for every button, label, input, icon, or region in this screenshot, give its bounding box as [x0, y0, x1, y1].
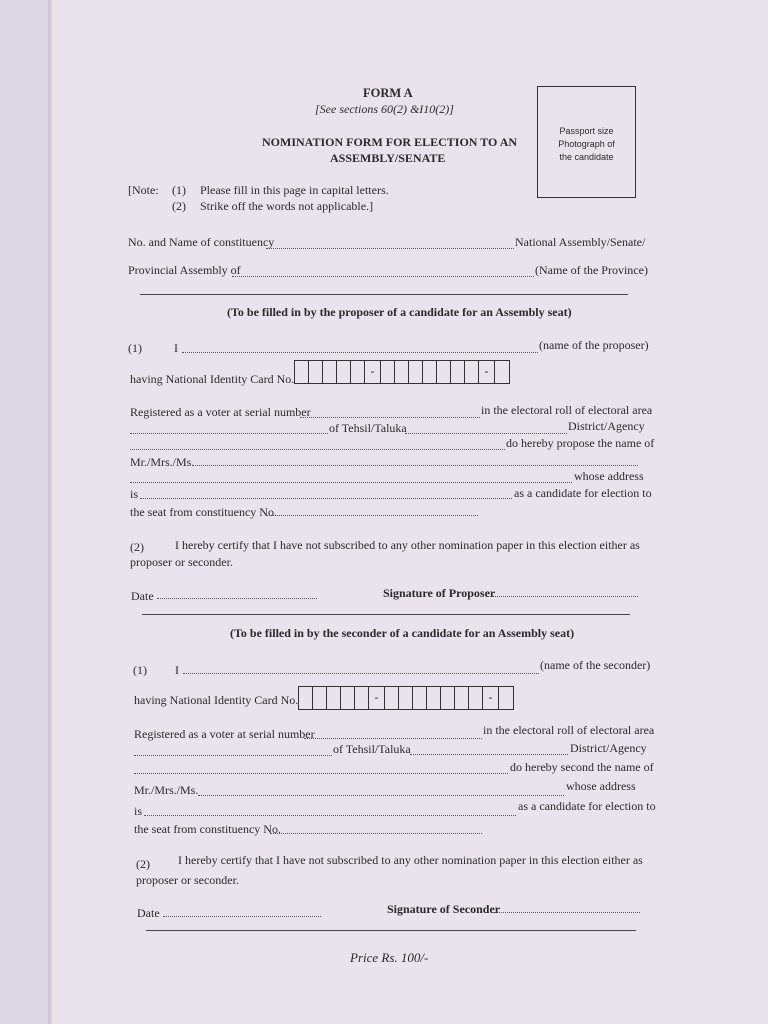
proposer-candidate-name-field[interactable]	[192, 465, 638, 466]
seconder-candidate-name-field[interactable]	[198, 795, 564, 796]
proposer-address-field-2[interactable]	[140, 498, 512, 499]
nic-dash: -	[369, 687, 385, 709]
seconder-seat-field[interactable]	[270, 833, 482, 834]
binding-margin	[0, 0, 50, 1024]
seconder-is-label: is	[134, 804, 143, 818]
proposer-district-label: District/Agency	[568, 419, 645, 433]
proposer-is-label: is	[130, 487, 139, 501]
seconder-tehsil-field[interactable]	[410, 754, 568, 755]
proposer-voter-suffix: in the electoral roll of electoral area	[481, 403, 653, 417]
proposer-signature-label: Signature of Proposer	[383, 586, 496, 600]
seconder-name-field[interactable]	[183, 673, 539, 674]
proposer-date-field[interactable]	[157, 598, 317, 599]
seconder-candidate-label: as a candidate for election to	[518, 799, 656, 813]
nic-dash: -	[365, 361, 381, 383]
proposer-tehsil-label: of Tehsil/Taluka	[329, 421, 407, 435]
seconder-certify-line1: I hereby certify that I have not subscribed to any other nomination paper in this election either as	[178, 853, 643, 867]
form-title: FORM A	[363, 86, 413, 100]
seconder-signature-label: Signature of Seconder	[387, 902, 501, 916]
divider	[142, 614, 630, 615]
note-label: [Note:	[128, 183, 159, 197]
proposer-nic-label: having National Identity Card No.	[130, 372, 295, 386]
note-1-text: Please fill in this page in capital letters.	[200, 183, 389, 197]
proposer-address-field-1[interactable]	[130, 482, 572, 483]
seconder-seat-label: the seat from constituency No.	[134, 822, 281, 836]
proposer-name-suffix: (name of the proposer)	[539, 338, 649, 352]
proposer-signature-field[interactable]	[492, 596, 638, 597]
note-2-text: Strike off the words not applicable.]	[200, 199, 374, 213]
proposer-certify-line1: I hereby certify that I have not subscribed to any other nomination paper in this election either as	[175, 538, 640, 552]
form-heading-line2: ASSEMBLY/SENATE	[330, 151, 446, 165]
constituency-field[interactable]	[266, 248, 514, 249]
province-suffix: (Name of the Province)	[535, 263, 648, 277]
seconder-voter-suffix: in the electoral roll of electoral area	[483, 723, 655, 737]
proposer-i: I	[174, 341, 178, 355]
photo-box-line1: Passport size	[559, 126, 614, 136]
seconder-whose-address: whose address	[566, 779, 636, 793]
seconder-item2-number: (2)	[136, 857, 150, 871]
seconder-voter-label: Registered as a voter at serial number	[134, 727, 315, 741]
form-heading-line1: NOMINATION FORM FOR ELECTION TO AN	[262, 135, 518, 149]
seconder-nic-box[interactable]	[298, 686, 514, 710]
proposer-whose-address: whose address	[574, 469, 644, 483]
seconder-serial-field[interactable]	[304, 738, 482, 739]
proposer-tehsil-field[interactable]	[405, 433, 567, 434]
form-subtitle: [See sections 60(2) &I10(2)]	[315, 102, 454, 116]
constituency-suffix: National Assembly/Senate/	[515, 235, 646, 249]
proposer-item1-number: (1)	[128, 341, 142, 355]
photo-box[interactable]	[537, 86, 636, 198]
price-label: Price Rs. 100/-	[350, 950, 429, 965]
seconder-address-field[interactable]	[144, 815, 516, 816]
proposer-seat-label: the seat from constituency No.	[130, 505, 277, 519]
proposer-serial-field[interactable]	[300, 417, 480, 418]
proposer-section-title: (To be filled in by the proposer of a candidate for an Assembly seat)	[227, 305, 572, 319]
proposer-nic-box[interactable]	[294, 360, 510, 384]
proposer-seat-field[interactable]	[266, 515, 478, 516]
seconder-district-field[interactable]	[134, 773, 508, 774]
seconder-mr-label: Mr./Mrs./Ms.	[134, 783, 199, 797]
proposer-district-field[interactable]	[130, 449, 505, 450]
proposer-date-label: Date	[131, 589, 154, 603]
seconder-date-field[interactable]	[163, 916, 321, 917]
proposer-mr-label: Mr./Mrs./Ms.	[130, 455, 195, 469]
proposer-certify-line2: proposer or seconder.	[130, 555, 233, 569]
seconder-district-label: District/Agency	[570, 741, 647, 755]
photo-box-line3: the candidate	[559, 152, 614, 162]
proposer-candidate-label: as a candidate for election to	[514, 486, 652, 500]
seconder-item1-number: (1)	[133, 663, 147, 677]
proposer-voter-label: Registered as a voter at serial number	[130, 405, 311, 419]
proposer-item2-number: (2)	[130, 540, 144, 554]
divider	[146, 930, 636, 931]
seconder-i: I	[175, 663, 179, 677]
note-1-number: (1)	[172, 183, 186, 197]
seconder-signature-field[interactable]	[494, 912, 640, 913]
seconder-certify-line2: proposer or seconder.	[136, 873, 239, 887]
constituency-label: No. and Name of constituency	[128, 235, 275, 249]
seconder-nic-label: having National Identity Card No.	[134, 693, 299, 707]
divider	[140, 294, 628, 295]
seconder-tehsil-label: of Tehsil/Taluka	[333, 742, 411, 756]
nic-dash: -	[479, 361, 495, 383]
seconder-date-label: Date	[137, 906, 160, 920]
proposer-propose-label: do hereby propose the name of	[506, 436, 655, 450]
proposer-area-field[interactable]	[130, 433, 328, 434]
province-field[interactable]	[232, 276, 534, 277]
province-label: Provincial Assembly of	[128, 263, 241, 277]
note-2-number: (2)	[172, 199, 186, 213]
seconder-second-label: do hereby second the name of	[510, 760, 654, 774]
seconder-section-title: (To be filled in by the seconder of a candidate for an Assembly seat)	[230, 626, 575, 640]
seconder-area-field[interactable]	[134, 755, 332, 756]
nic-dash: -	[483, 687, 499, 709]
seconder-name-suffix: (name of the seconder)	[540, 658, 651, 672]
photo-box-line2: Photograph of	[558, 139, 615, 149]
proposer-name-field[interactable]	[182, 352, 538, 353]
